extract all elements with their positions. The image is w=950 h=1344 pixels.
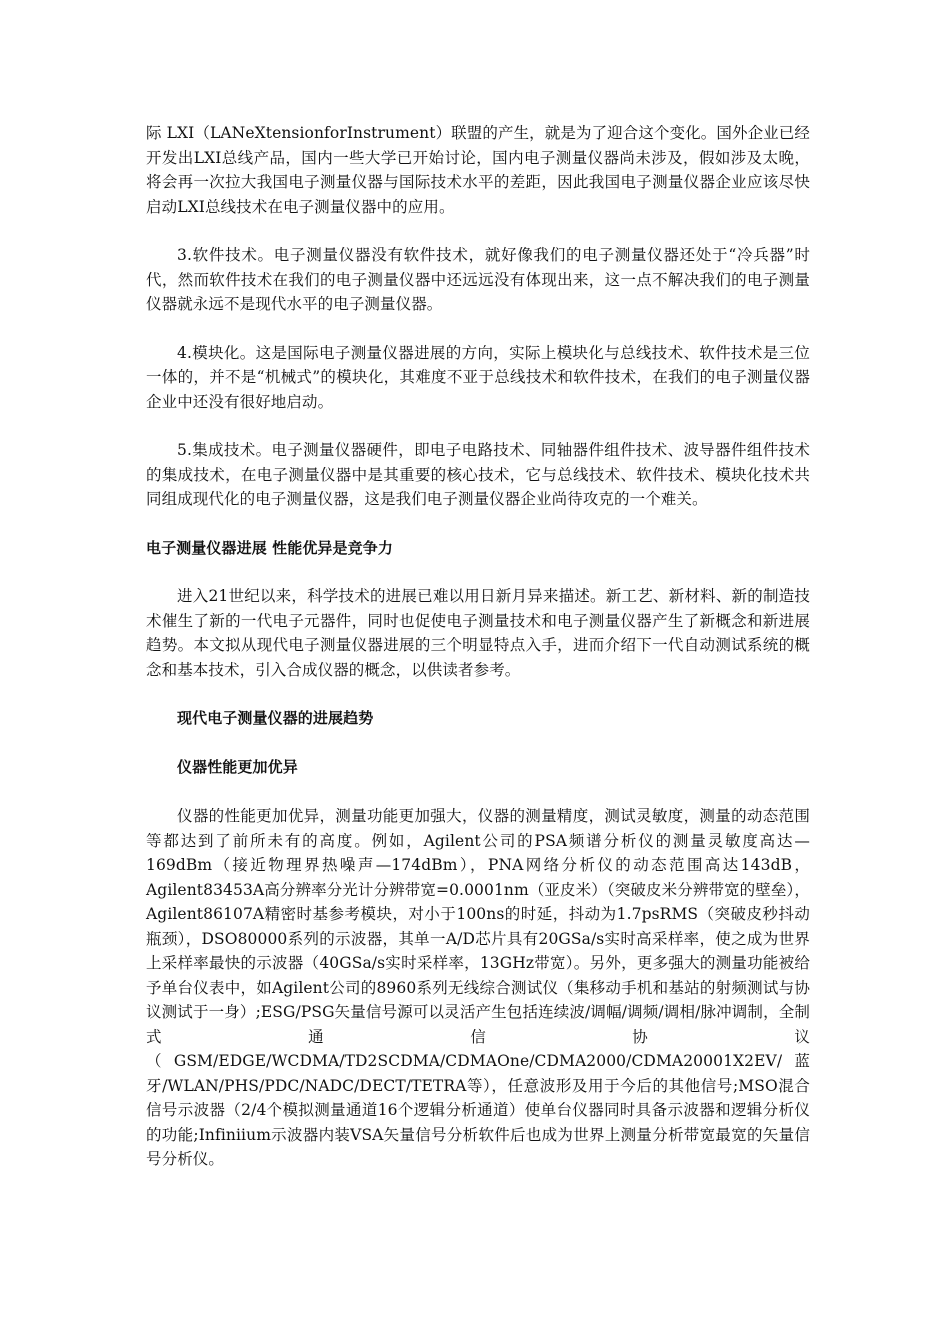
section-heading: 电子测量仪器进展 性能优异是竞争力 [146,538,393,557]
paragraph-software: 3.软件技术。电子测量仪器没有软件技术，就好像我们的电子测量仪器还处于“冷兵器”时代，然而软件技术在我们的电子测量仪器中还远远没有体现出来，这一点不解决我们的电子测量仪器就永远不是现代水平的电子测量仪器。 [146,246,810,313]
paragraph-intro: 进入21世纪以来，科学技术的进展已难以用日新月异来描述。新工艺、新材料、新的制造技术催生了新的一代电子元器件，同时也促使电子测量技术和电子测量仪器产生了新概念和新进展趋势。本文拟从现代电子测量仪器进展的三个明显特点入手，进而介绍下一代自动测试系统的概念和基本技术，引入合成仪器的概念，以供读者参考。 [146,587,810,679]
paragraph-integration: 5.集成技术。电子测量仪器硬件，即电子电路技术、同轴器件组件技术、波导器件组件技术的集成技术，在电子测量仪器中是其重要的核心技术，它与总线技术、软件技术、模块化技术共同组成现代化的电子测量仪器，这是我们电子测量仪器企业尚待攻克的一个难关。 [146,441,810,508]
paragraph-lxi: 际 LXI（LANeXtensionforInstrument）联盟的产生，就是为了迎合这个变化。国外企业已经开发出LXI总线产品，国内一些大学已开始讨论，国内电子测量仪器尚未涉及，假如涉及太晚，将会再一次拉大我国电子测量仪器与国际技术水平的差距，因此我国电子测量仪器企业应该尽快启动LXI总线技术在电子测量仪器中的应用。 [146,124,810,216]
subsection-heading: 现代电子测量仪器的进展趋势 [177,709,374,727]
document-body [146,121,810,1196]
paragraph-modular: 4.模块化。这是国际电子测量仪器进展的方向，实际上模块化与总线技术、软件技术是三位一体的，并不是“机械式”的模块化，其难度不亚于总线技术和软件技术，在我们的电子测量仪器企业中还没有很好地启动。 [146,343,810,411]
paragraph-performance: 仪器的性能更加优异，测量功能更加强大，仪器的测量精度，测试灵敏度，测量的动态范围等都达到了前所未有的高度。例如，Agilent公司的PSA频谱分析仪的测量灵敏度高达—169dBm（接近物理界热噪声—174dBm），PNA网络分析仪的动态范围高达143dB，Agilent83453A高分辨率分光计分辨带宽=0.0001nm（亚皮米）（突破皮米分辨带宽的壁垒），Agilent86107A精密时基参考模块，对小于100ns的时延，抖动为1.7psRMS（突破皮秒抖动瓶颈），DSO80000系列的示波器，其单一A/D芯片具有20GSa/s实时高采样率，使之成为世界上采样率最快的示波器（40GSa/s实时采样率，13GHz带宽）。另外，更多强大的测量功能被给予单台仪表中，如Agilent公司的8960系列无线综合测试仪（集移动手机和基站的射频测试与协议测试于一身）;ESG/PSG矢量信号源可以灵活产生包括连续波/调幅/调频/调相/脉冲调制，全制式通信协议（GSM/EDGE/WCDMA/TD2SCDMA/CDMAOne/CDMA2000/CDMA20001X2EV/蓝牙/WLAN/PHS/PDC/NADC/DECT/TETRA等），任意波形及用于今后的其他信号;MSO混合信号示波器（2/4个模拟测量通道16个逻辑分析通道）使单台仪器同时具备示波器和逻辑分析仪的功能;Infiniium示波器内装VSA矢量信号分析软件后也成为世界上测量分析带宽最宽的矢量信号分析仪。 [146,807,810,1168]
subsubsection-heading: 仪器性能更加优异 [177,757,298,776]
